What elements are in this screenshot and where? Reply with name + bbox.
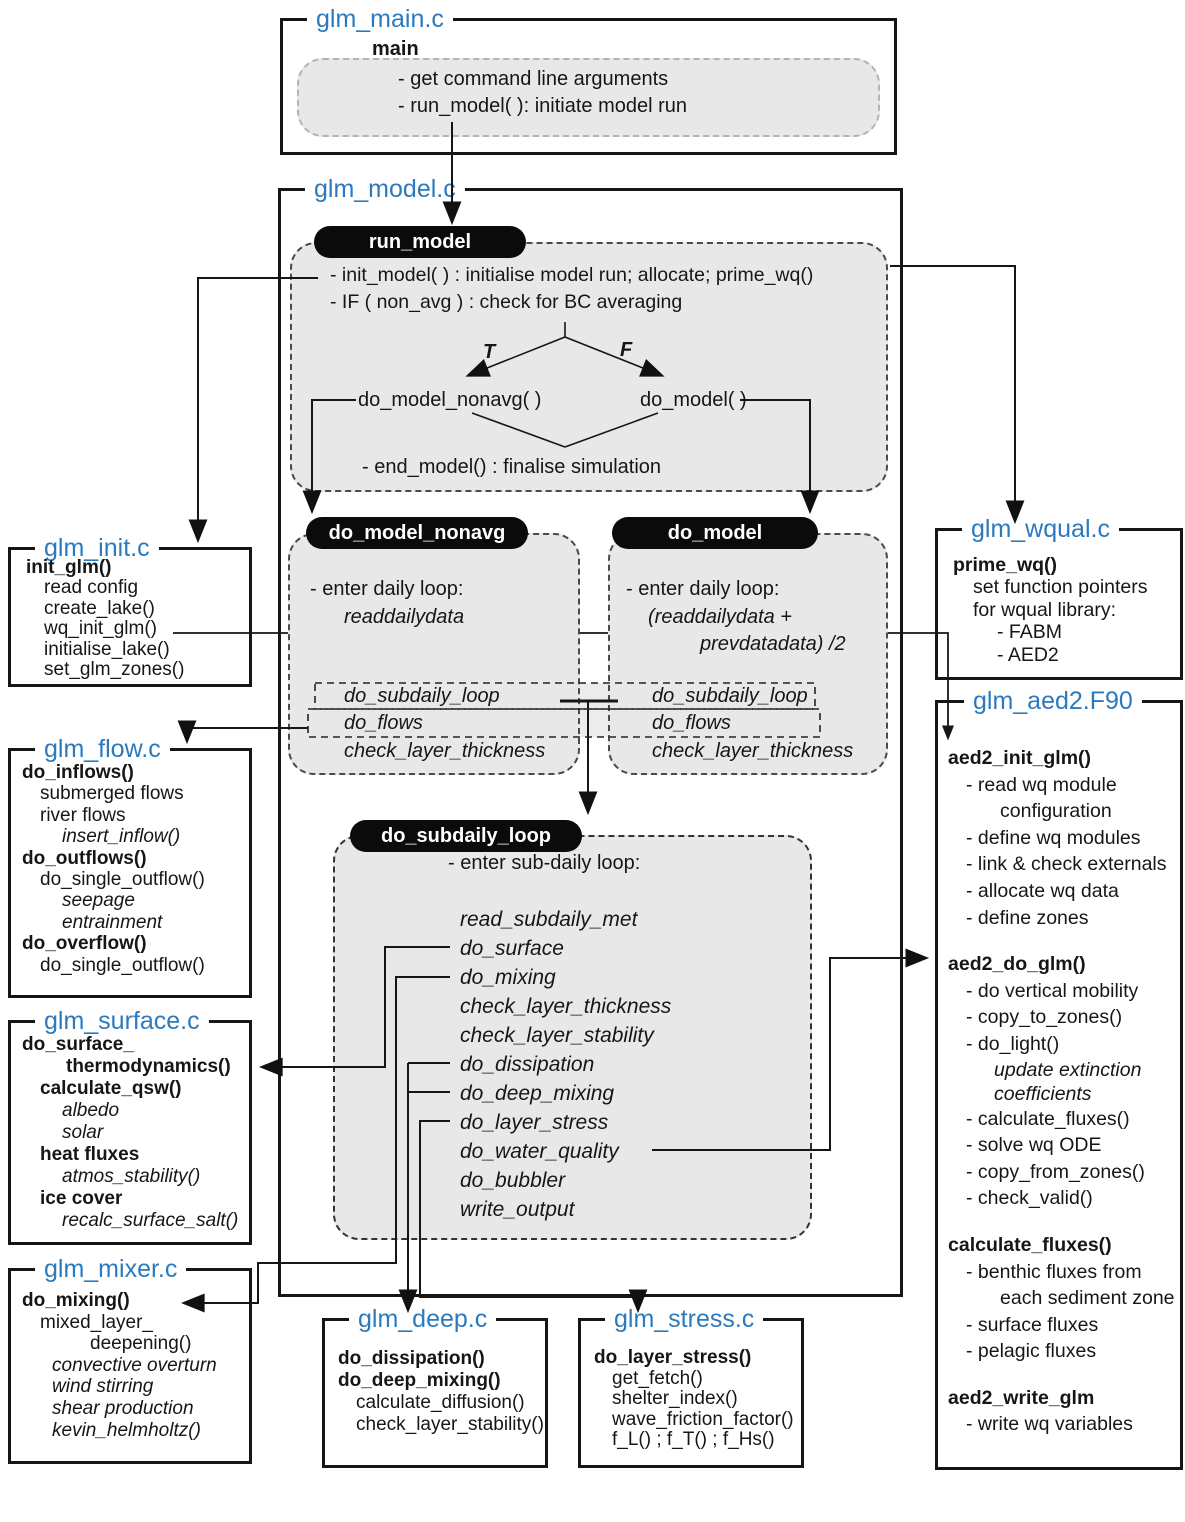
call-do-model-nonavg: do_model_nonavg( ) — [358, 389, 542, 411]
code-line: - get command line arguments — [398, 68, 669, 90]
code-line: - enter sub-daily loop: — [448, 852, 641, 874]
code-line: insert_inflow() — [62, 826, 181, 848]
code-line: initialise_lake() — [44, 638, 170, 660]
code-line: - do_light() — [966, 1032, 1060, 1055]
file-label-glm-init: glm_init.c — [35, 533, 159, 563]
code-line: check_layer_thickness — [652, 740, 854, 762]
arrow-prime-wq-to-glm-wqual — [890, 266, 1015, 517]
code-line: - read wq module — [966, 773, 1117, 796]
code-line: do_surface_ — [22, 1034, 134, 1055]
code-line: aed2_init_glm() — [948, 747, 1092, 769]
code-line: - benthic fluxes from — [966, 1260, 1142, 1283]
code-line: - copy_from_zones() — [966, 1160, 1145, 1183]
code-line: read config — [44, 577, 139, 599]
code-line: submerged flows — [40, 783, 184, 805]
pill-do-model-nonavg: do_model_nonavg — [306, 517, 528, 549]
code-line: wind stirring — [52, 1376, 154, 1398]
code-line: do_surface — [460, 937, 564, 960]
branch-label-true: T — [483, 341, 496, 363]
code-line: - define wq modules — [966, 826, 1141, 849]
code-line: prevdatadata) /2 — [700, 633, 846, 655]
file-label-glm-flow: glm_flow.c — [35, 734, 170, 764]
code-line: f_L() ; f_T() ; f_Hs() — [612, 1429, 775, 1451]
code-line: set_glm_zones() — [44, 659, 185, 681]
code-line: - enter daily loop: — [626, 578, 780, 600]
file-label-glm-stress: glm_stress.c — [605, 1304, 763, 1334]
code-line: each sediment zone — [1000, 1287, 1175, 1310]
decision-merge-right — [565, 413, 658, 447]
code-line: do_deep_mixing — [460, 1082, 615, 1105]
code-line: shear production — [52, 1397, 194, 1419]
code-line: check_layer_stability() — [356, 1414, 544, 1435]
code-line: do_overflow() — [22, 933, 147, 955]
code-line: do_mixing — [460, 966, 556, 989]
code-line: do_flows — [652, 712, 731, 734]
arrow-water-quality-to-aed2-do-glm — [652, 958, 922, 1150]
code-line: get_fetch() — [612, 1367, 703, 1389]
decision-branch-true — [472, 337, 565, 374]
code-line: recalc_surface_salt() — [62, 1210, 239, 1231]
code-line: atmos_stability() — [62, 1166, 201, 1187]
file-label-glm-surface: glm_surface.c — [35, 1006, 209, 1036]
file-label-glm-wqual: glm_wqual.c — [962, 514, 1119, 544]
code-line: - AED2 — [997, 643, 1059, 666]
code-line: readdailydata — [344, 606, 465, 628]
code-line: thermodynamics() — [66, 1056, 231, 1077]
pill-do-subdaily-loop: do_subdaily_loop — [350, 820, 582, 852]
code-line: seepage — [62, 890, 135, 912]
code-line: - do vertical mobility — [966, 979, 1139, 1002]
branch-label-false: F — [620, 339, 633, 361]
arrow-init-model-to-glm-init — [198, 278, 318, 536]
code-line: do_deep_mixing() — [338, 1370, 501, 1391]
code-line: check_layer_stability — [460, 1024, 654, 1047]
code-line: for wqual library: — [973, 598, 1117, 621]
code-line: do_single_outflow() — [40, 954, 205, 976]
arrow-do-flows-to-glm-flow — [187, 728, 308, 737]
code-line: - surface fluxes — [966, 1313, 1099, 1336]
code-line: ice cover — [40, 1188, 123, 1209]
arrow-do-mixing-to-glm-mixer — [188, 977, 450, 1303]
code-line: kevin_helmholtz() — [52, 1419, 201, 1441]
dashed-rect-do-subdaily-loop — [315, 683, 815, 709]
code-line: check_layer_thickness — [460, 995, 672, 1018]
code-line: do_subdaily_loop — [344, 685, 500, 707]
code-line: configuration — [1000, 800, 1112, 823]
code-line: coefficients — [994, 1082, 1092, 1105]
code-line: wq_init_glm() — [44, 618, 157, 640]
code-line: do_outflows() — [22, 847, 147, 869]
code-line: - FABM — [997, 621, 1063, 644]
code-line: prime_wq() — [953, 554, 1058, 576]
arrow-to-do-model-nonavg — [312, 400, 356, 507]
pill-run-model: run_model — [314, 226, 526, 258]
code-line: calculate_diffusion() — [356, 1392, 525, 1413]
code-line: - run_model( ): initiate model run — [398, 95, 688, 117]
code-line: entrainment — [62, 911, 163, 933]
file-label-glm-mixer: glm_mixer.c — [35, 1254, 186, 1284]
code-line: wave_friction_factor() — [612, 1408, 794, 1430]
code-line: - write wq variables — [966, 1413, 1133, 1436]
code-line: convective overturn — [52, 1354, 217, 1376]
code-line: write_output — [460, 1198, 575, 1221]
code-line: aed2_write_glm — [948, 1386, 1095, 1409]
code-line: do_single_outflow() — [40, 869, 205, 891]
arrow-do-surface-to-glm-surface — [266, 947, 450, 1067]
code-line: - pelagic fluxes — [966, 1340, 1097, 1363]
code-line: albedo — [62, 1100, 120, 1121]
code-line: do_dissipation — [460, 1053, 595, 1076]
decision-branch-false — [565, 337, 658, 374]
arrow-to-do-model — [740, 400, 810, 507]
main-fn-label: main — [372, 38, 419, 60]
code-line: read_subdaily_met — [460, 908, 638, 931]
code-line: calculate_qsw() — [40, 1078, 182, 1099]
code-line: - link & check externals — [966, 853, 1167, 876]
code-line: - define zones — [966, 906, 1089, 929]
code-line: update extinction — [994, 1058, 1142, 1081]
code-line: do_layer_stress() — [594, 1347, 752, 1368]
file-label-glm-aed2: glm_aed2.F90 — [964, 686, 1142, 716]
file-label-glm-deep: glm_deep.c — [349, 1304, 496, 1334]
code-line: do_flows — [344, 712, 423, 734]
dashed-rect-do-flows — [308, 709, 820, 737]
code-line: calculate_fluxes() — [948, 1233, 1112, 1256]
code-line: mixed_layer_ — [40, 1311, 153, 1333]
code-line: heat fluxes — [40, 1144, 140, 1165]
code-line: - IF ( non_avg ) : check for BC averaging — [330, 291, 683, 313]
code-line: do_mixing() — [22, 1290, 130, 1311]
code-line: - enter daily loop: — [310, 578, 464, 600]
code-line: river flows — [40, 804, 126, 826]
code-line: do_layer_stress — [460, 1111, 609, 1134]
code-line: - calculate_fluxes() — [966, 1107, 1130, 1130]
file-label-glm-main: glm_main.c — [307, 4, 453, 34]
arrow-layer-stress-to-glm-stress — [420, 1121, 638, 1306]
code-line: - check_valid() — [966, 1187, 1093, 1210]
call-do-model: do_model( ) — [640, 389, 747, 411]
code-line: do_bubbler — [460, 1169, 566, 1192]
code-line: - end_model() : finalise simulation — [362, 456, 662, 478]
code-line: deepening() — [90, 1333, 192, 1355]
code-line: - init_model( ) : initialise model run; allocate; prime_wq() — [330, 264, 814, 286]
code-line: - copy_to_zones() — [966, 1006, 1123, 1029]
code-line: aed2_do_glm() — [948, 953, 1086, 976]
arrow-dissipation-to-glm-deep — [408, 1063, 450, 1306]
code-line: - allocate wq data — [966, 879, 1119, 902]
code-line: check_layer_thickness — [344, 740, 546, 762]
code-line: shelter_index() — [612, 1388, 738, 1410]
code-line: do_subdaily_loop — [652, 685, 808, 707]
code-line: create_lake() — [44, 597, 155, 619]
code-line: solar — [62, 1122, 104, 1143]
pill-do-model: do_model — [612, 517, 818, 549]
code-line: do_water_quality — [460, 1140, 619, 1163]
code-line: do_dissipation() — [338, 1348, 485, 1369]
code-line: set function pointers — [973, 576, 1148, 599]
code-line: init_glm() — [26, 557, 112, 578]
decision-merge-left — [472, 413, 565, 447]
file-label-glm-model: glm_model.c — [305, 174, 465, 204]
code-line: do_inflows() — [22, 762, 134, 783]
code-line: - solve wq ODE — [966, 1134, 1102, 1157]
code-line: (readdailydata + — [648, 606, 792, 628]
